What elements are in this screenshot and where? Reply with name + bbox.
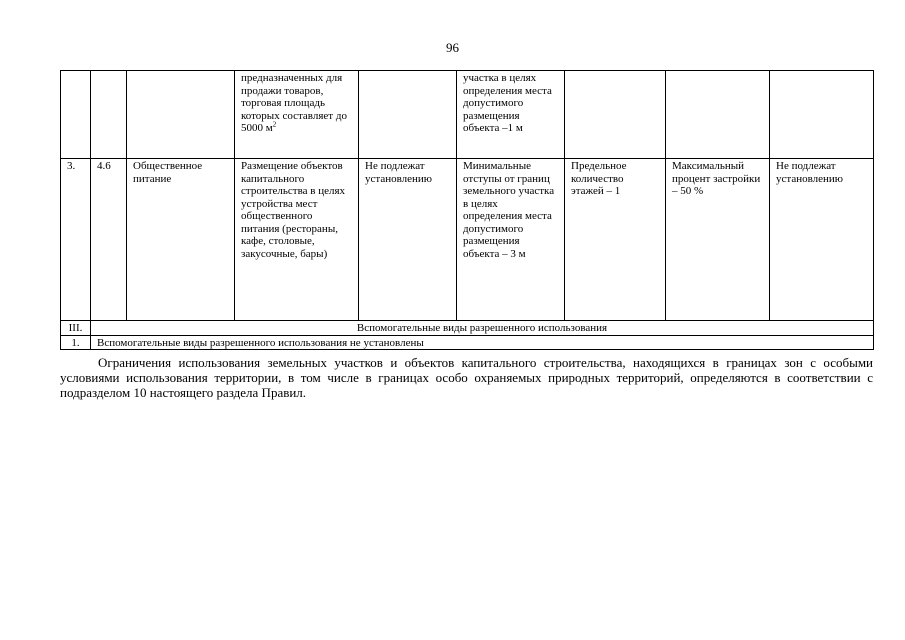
use-description: Размещение объектов капитального строительства в целях устройства мест общественного питания (рестораны, кафе, столовые, закусочные, бары) — [235, 159, 359, 321]
restrictions-paragraph: Ограничения использования земельных участков и объектов капитального строительства, находящихся в границах зон с особыми условиями использования территории, в том числе в границах особо охраняемых природных территорий, определяются в соответствии с подразделом 10 настоящего раздела Правил. — [60, 355, 873, 400]
section-number: III. — [61, 321, 91, 336]
zoning-table — [60, 70, 874, 350]
other-limits: Не подлежат установлению — [770, 159, 874, 321]
coverage-limits: Максимальный процент застройки – 50 % — [666, 159, 770, 321]
table-cell-setbacks: участка в целях определения места допустимого размещения объекта –1 м — [457, 71, 565, 159]
row-number: 3. — [61, 159, 91, 321]
row-number: 1. — [61, 335, 91, 350]
aux-uses-text: Вспомогательные виды разрешенного использования не установлены — [91, 335, 874, 350]
table-row — [61, 159, 874, 321]
plot-area-limits: Не подлежат установлению — [359, 159, 457, 321]
table-row — [61, 335, 874, 350]
floor-limits: Предельное количество этажей – 1 — [565, 159, 666, 321]
table-cell-description: предназначенных для продажи товаров, торговая площадь которых составляет до 5000 $м^2$ — [235, 71, 359, 159]
setback-limits: Минимальные отступы от границ земельного участка в целях определения места допустимого размещения объекта – 3 м — [457, 159, 565, 321]
page-number: 96 — [446, 40, 459, 55]
section-title: Вспомогательные виды разрешенного использования — [91, 321, 874, 336]
table-row — [61, 71, 874, 159]
section-header-row — [61, 321, 874, 336]
use-name: Общественное питание — [127, 159, 235, 321]
use-code: 4.6 — [91, 159, 127, 321]
